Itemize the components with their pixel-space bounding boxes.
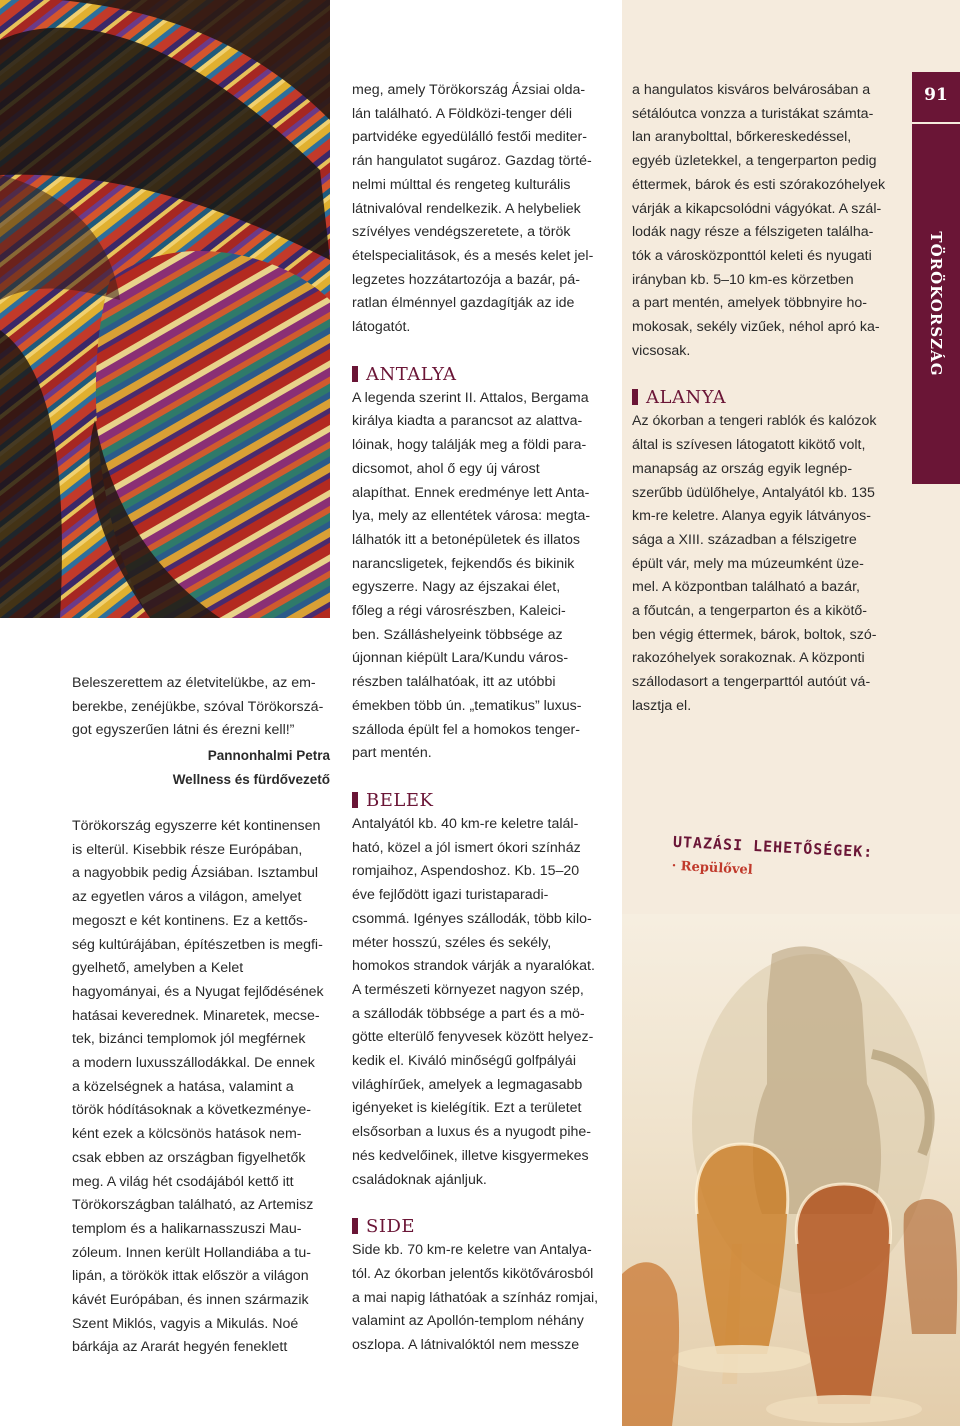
intro-column xyxy=(72,815,330,1360)
alanya-title: ALANYA xyxy=(646,387,727,409)
middle-column xyxy=(352,79,608,1358)
page-number-box xyxy=(912,72,960,124)
tea-image xyxy=(622,914,960,1426)
travel-options-title: UTAZÁSI LEHETŐSÉGEK: xyxy=(672,832,874,862)
slippers-image xyxy=(0,0,330,618)
quote-block xyxy=(72,672,330,792)
side-heading xyxy=(352,1215,608,1239)
belek-title: BELEK xyxy=(366,789,434,811)
belek-text: Antalyától kb. 40 km-re keletre talál- ható, közel a jól ismert ókori színház romjaihoz, Aspendoshoz. Kb. 15–20 éve fejlődött igazi turistaparadi- csommá. Igényes szállodák, több kilo- méter hosszú, széles és sekély, homokos strandok várják a nyaralókat. A természeti környezet nagyon szép, a szállodák többsége a part és a mö- götte elterülő fenyvesek között helyez- kedik el. Kiváló minőségű golfpályái világhírűek, amelyek a legmagasabb igényeket is kielégítik. Ezt a területet elsősorban a luxus és a nyugodt pihe- nés kedvelőinek, illetve kisgyermekes családoknak ajánljuk. xyxy=(352,815,595,1188)
quote-author xyxy=(72,744,330,791)
chapter-label: TÖRÖKORSZÁG xyxy=(927,231,945,377)
travel-option-plane: · Repülővel xyxy=(671,858,754,878)
heading-bar-icon xyxy=(632,389,638,405)
intro-text: Törökország egyszerre két kontinensen is elterül. Kisebbik része Európában, a nagyobbik pedig Ázsiában. Isztambul az egyetlen város a világon, amelyet megoszt e két kontinens. Ez a kettős- ség kultúrájában, építészetben is megfi- gyelhető, amelyben a Kelet hagyományai, és a Nyugat fejlődésének hatásai keverednek. Minaretek, mecse- tek, bizánci templomok jól megférnek a modern luxusszállodákkal. De ennek a közelségnek a hatása, valamint a török hódításoknak a következménye- ként ezek a kölcsönös hatások nem- csak ebben az országban figyelhetők meg. A világ hét csodájából kettő itt Törökországban található, az Artemisz templom és a halikarnasszuszi Mau- zóleum. Innen került Hollandiába a tu- lipán, a törökök ittak először a világon kávét Európában, és innen származik Szent Miklós, vagyis a Mikulás. Noé bárkája az Ararát hegyén feneklett xyxy=(72,818,324,1356)
heading-bar-icon xyxy=(352,366,358,382)
tea-photo xyxy=(622,914,960,1426)
intro-continued-text: meg, amely Törökország Ázsiai olda- lán található. A Földközi-tenger déli partvidéke egyedülálló festői mediter- rán hangulatot sugároz. Gazdag törté- nelmi múlttal és rengeteg kulturális látnivalóval rendelkezik. A helybeliek szívélyes vendégszeretete, a török ételspecialitások, és a mesés kelet jel- legzetes hozzátartozója a bazár, pá- ratlan élménnyel gazdagítják az ide látogatót. xyxy=(352,82,594,336)
side-title: SIDE xyxy=(366,1216,416,1238)
heading-bar-icon xyxy=(352,792,358,808)
right-column xyxy=(632,79,896,719)
antalya-title: ANTALYA xyxy=(366,363,457,385)
heading-bar-icon xyxy=(352,1218,358,1234)
page-number: 91 xyxy=(924,85,948,105)
travel-options-label xyxy=(656,822,909,905)
side-continued-text: a hangulatos kisváros belvárosában a sétálóutca vonzza a turistákat számta- lan aranybolttal, bőrkereskedéssel, egyéb üzletekkel, a tengerparton pedig éttermek, bárok és esti szórakozóhelyek várják a kikapcsolódni vágyókat. A szál- lodák nagy része a félszigeten találha- tók a városközponttól keleti és nyugati irányban kb. 5–10 km-es körzetben a part mentén, amelyek többnyire ho- mokosak, sekély vizűek, néhol apró ka- vicsosak. xyxy=(632,82,886,359)
alanya-heading xyxy=(632,386,896,410)
antalya-text: A legenda szerint II. Attalos, Bergama királya kiadta a parancsot az alattva- lóinak, hogy találják meg a földi para- dicsomot, ahol ő egy új várost alapíthat. Ennek eredménye lett Anta- lya, mely az ellentétek városa: megta- lálhatók itt a betonépületek és illatos narancsligetek, fejkendős és bikinik egyszerre. Nagy az éjszakai élet, főleg a régi városrészben, Kaleici- ben. Szálláshelyeink többsége az újonnan kiépült Lara/Kundu város- részben találhatóak, itt az utóbbi émekben több ún. „tematikus” luxus- szálloda épült fel a homokos tenger- part mentén. xyxy=(352,389,591,762)
alanya-text: Az ókorban a tengeri rablók és kalózok által is szívesen látogatott kikötő volt, manapság az ország egyik legnép- szerűbb üdülőhelye, Antalyától kb. 135 km-re keletre. Alanya egyik látványos- sága a XIII. században a félszigetre épült vár, mely ma múzeumként üze- mel. A központban található a bazár, a főutcán, a tengerparton és a kikötő- ben végig éttermek, bárok, boltok, szó- rakozóhelyek sorakoznak. A központi szállodasort a tengerparttól autóút vá- lasztja el. xyxy=(632,413,877,714)
chapter-tab xyxy=(912,72,960,484)
quote-author-name: Pannonhalmi Petra xyxy=(207,748,330,764)
slippers-photo xyxy=(0,0,330,618)
belek-heading xyxy=(352,789,608,813)
antalya-heading xyxy=(352,363,608,387)
quote-text: Beleszerettem az életvitelükbe, az em- berekbe, zenéjükbe, szóval Törökorszá- got egyszerűen látni és érezni kell!” xyxy=(72,675,324,739)
quote-author-role: Wellness és fürdővezető xyxy=(172,771,330,787)
side-text: Side kb. 70 km-re keletre van Antalya- tól. Az ókorban jelentős kikötővárosból a mai napig láthatóak a színház romjai, valamint az Apollón-templom néhány oszlopa. A látnivalóktól nem messze xyxy=(352,1242,599,1354)
